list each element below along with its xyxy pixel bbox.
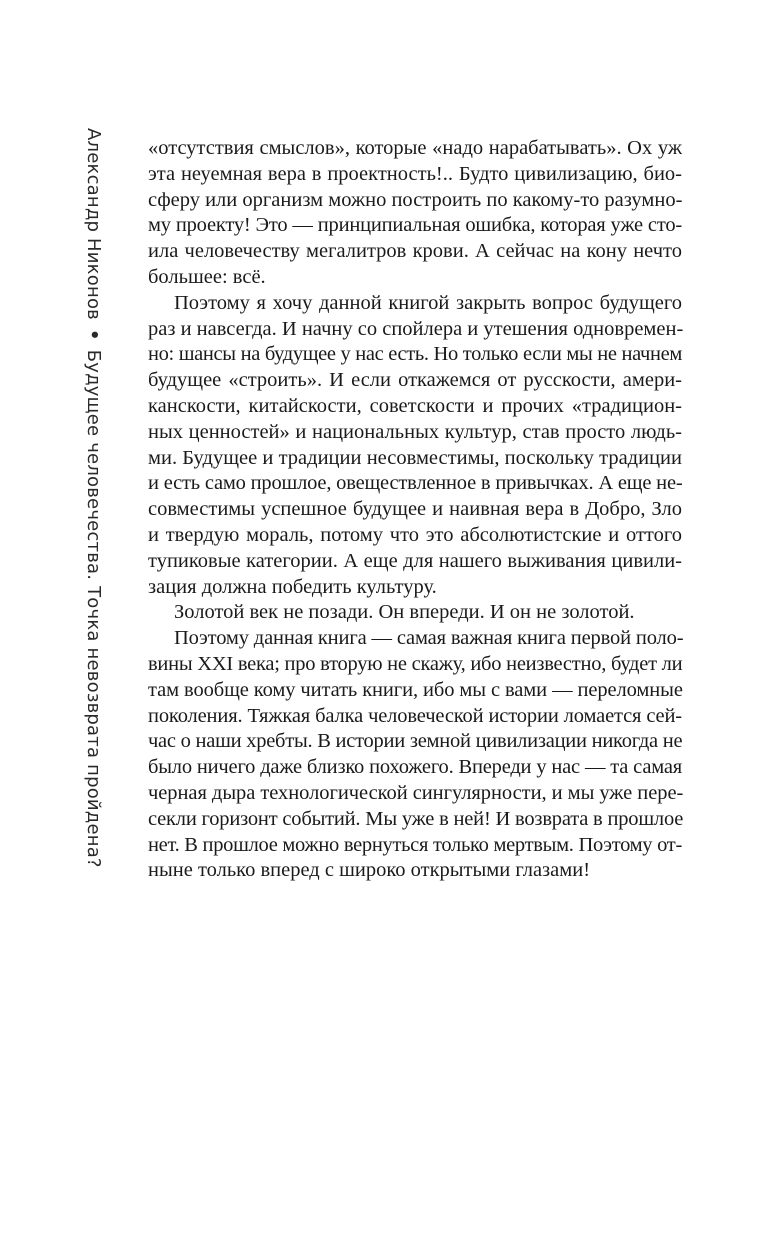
paragraph xyxy=(148,291,682,601)
paragraph xyxy=(148,600,682,626)
running-head-separator: • xyxy=(83,328,104,341)
text-line: тупиковые категории. А еще для нашего выживания цивили- xyxy=(148,549,682,572)
text-line: Поэтому я хочу данной книгой закрыть вопрос будущего xyxy=(174,291,682,314)
text-line: там вообще кому читать книги, ибо мы с вами — переломные xyxy=(148,678,683,701)
text-line: эта неуемная вера в проектность!.. Будто цивилизацию, био- xyxy=(148,162,682,185)
text-line: было ничего даже близко похожего. Впереди у нас — та самая xyxy=(148,756,682,779)
text-line: канскости, китайскости, советскости и прочих «традицион- xyxy=(148,394,682,417)
body-text xyxy=(148,136,682,884)
text-line: вины XXI века; про вторую не скажу, ибо неизвестно, будет ли xyxy=(148,652,683,675)
text-line: ми. Будущее и традиции несовместимы, поскольку традиции xyxy=(148,446,682,469)
text-line: и есть само прошлое, овеществленное в привычках. А еще не- xyxy=(148,472,683,495)
text-line: большее: всё. xyxy=(148,265,266,288)
text-line: поколения. Тяжкая балка человеческой истории ломается сей- xyxy=(148,704,682,727)
text-line: совместимы успешное будущее и наивная вера в Добро, Зло xyxy=(148,498,682,521)
text-line: раз и навсегда. И начну со спойлера и утешения одновремен- xyxy=(148,317,684,340)
paragraph xyxy=(148,136,682,291)
text-line: секли горизонт событий. Мы уже в ней! И возврата в прошлое xyxy=(148,807,684,830)
text-line: но: шансы на будущее у нас есть. Но только если мы не начнем xyxy=(148,343,682,366)
text-line: «отсутствия смыслов», которые «надо нарабатывать». Ох уж xyxy=(148,137,682,159)
text-line: Золотой век не позади. Он впереди. И он не золотой. xyxy=(174,601,635,624)
text-line: нет. В прошлое можно вернуться только мертвым. Поэтому от- xyxy=(148,833,682,856)
text-line: сферу или организм можно построить по какому-то разумно- xyxy=(148,188,683,211)
running-head-title: Будущее человечества. Точка невозврата пройдена? xyxy=(83,349,104,868)
text-line: и твердую мораль, потому что это абсолютистские и оттого xyxy=(148,523,682,546)
text-line: ила человечеству мегалитров крови. А сейчас на кону нечто xyxy=(148,240,682,263)
text-line: ных ценностей» и национальных культур, став просто людь- xyxy=(148,420,682,443)
paragraph xyxy=(148,626,682,884)
running-head-text xyxy=(82,128,104,868)
text-line: зация должна победить культуру. xyxy=(148,575,437,598)
text-line: ныне только вперед с широко открытыми глазами! xyxy=(148,859,591,882)
text-line: час о наши хребты. В истории земной цивилизации никогда не xyxy=(148,730,683,753)
text-line: му проекту! Это — принципиальная ошибка, которая уже сто- xyxy=(148,214,682,237)
text-line: Поэтому данная книга — самая важная книга первой поло- xyxy=(174,627,684,650)
text-line: черная дыра технологической сингулярности, и мы уже пере- xyxy=(148,781,684,804)
running-head-author: Александр Никонов xyxy=(83,128,104,320)
text-line: будущее «строить». И если откажемся от русскости, амери- xyxy=(148,369,682,392)
